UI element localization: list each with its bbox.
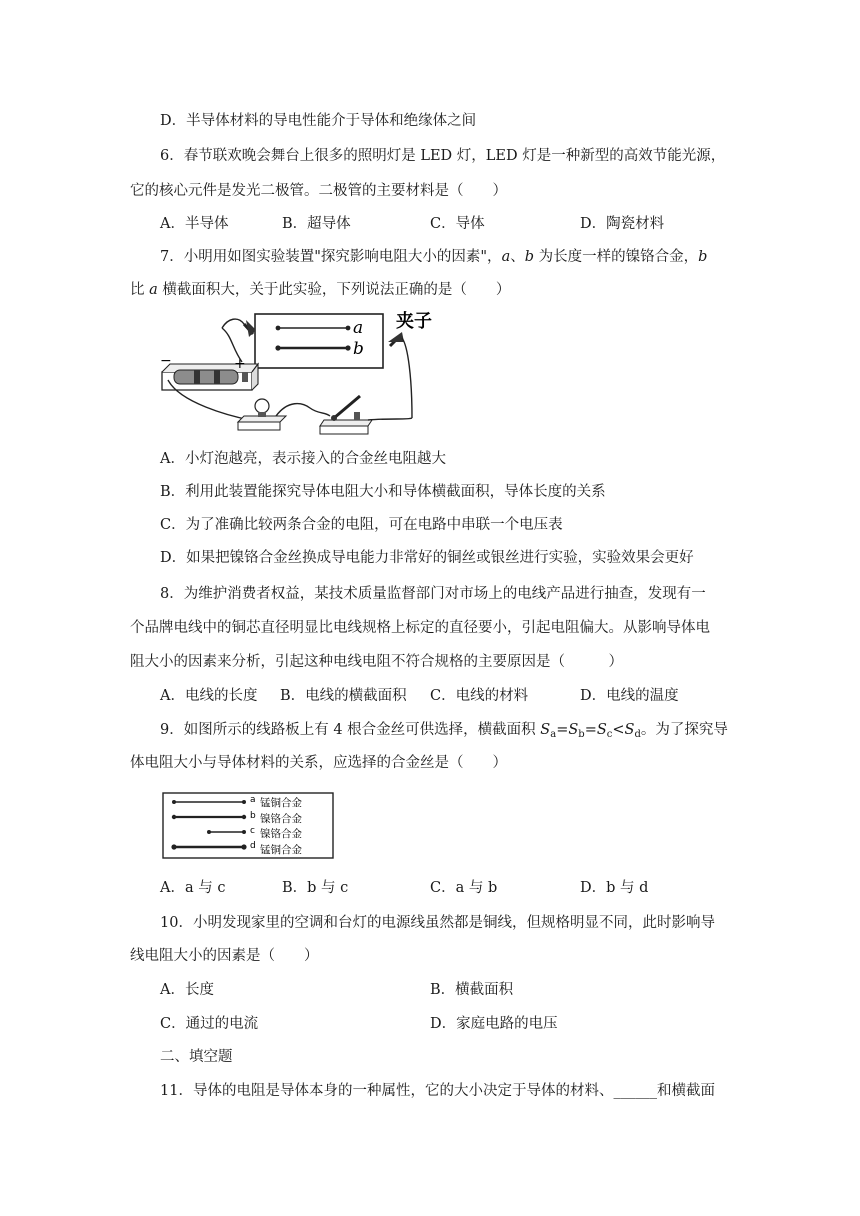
q8-stem-line1: 8．为维护消费者权益，某技术质量监督部门对市场上的电线产品进行抽查，发现有一 xyxy=(160,586,706,602)
q10-option-c: C．通过的电流 xyxy=(160,1016,259,1032)
bulb-icon xyxy=(238,399,286,430)
q10-stem-line1: 10．小明发现家里的空调和台灯的电源线虽然都是铜线，但规格明显不同，此时影响导 xyxy=(160,915,715,931)
wire-material-b: 镍铬合金 xyxy=(260,813,302,825)
battery-icon xyxy=(160,353,258,390)
q9-option-c: C．a 与 b xyxy=(430,880,498,896)
q8-stem-line3: 阻大小的因素来分析，引起这种电线电阻不符合规格的主要原因是（ ） xyxy=(130,654,623,670)
q10-option-a: A．长度 xyxy=(160,982,214,998)
q8-option-a: A．电线的长度 xyxy=(160,688,258,704)
q6-stem-line2: 它的核心元件是发光二极管。二极管的主要材料是（ ） xyxy=(130,183,507,199)
q9-option-b: B．b 与 c xyxy=(282,880,349,896)
q8-option-d: D．电线的温度 xyxy=(580,688,679,704)
wire-material-a: 锰铜合金 xyxy=(260,797,302,809)
wire-a-label: a xyxy=(353,318,364,338)
wire-label-b: b xyxy=(250,811,256,821)
q8-stem-line2: 个品牌电线中的铜芯直径明显比电线规格上标定的直径要小，引起电阻偏大。从影响导体电 xyxy=(130,620,710,636)
q7-option-c: C．为了准确比较两条合金的电阻，可在电路中串联一个电压表 xyxy=(160,517,563,533)
q9-option-a: A．a 与 c xyxy=(160,880,226,896)
q10-stem-line2: 线电阻大小的因素是（ ） xyxy=(130,948,319,964)
q7-option-d: D．如果把镍铬合金丝换成导电能力非常好的铜丝或银丝进行实验，实验效果会更好 xyxy=(160,550,694,566)
q5-option-d: D．半导体材料的导电性能介于导体和绝缘体之间 xyxy=(160,113,477,129)
wire-material-d: 锰铜合金 xyxy=(260,844,302,856)
q6-stem-line1: 6．春节联欢晚会舞台上很多的照明灯是 LED 灯，LED 灯是一种新型的高效节能光源， xyxy=(160,148,726,164)
q6-option-c: C．导体 xyxy=(430,216,485,232)
q6-option-a: A．半导体 xyxy=(160,216,229,232)
wire-label-a: a xyxy=(250,795,256,805)
q7-stem-line2: 比 a 横截面积大，关于此实验，下列说法正确的是（ ） xyxy=(130,282,511,298)
wire-b-label: b xyxy=(353,339,364,359)
q8-option-c: C．电线的材料 xyxy=(430,688,529,704)
q11-stem-line1: 11．导体的电阻是导体本身的一种属性，它的大小决定于导体的材料、______和横截面 xyxy=(160,1083,715,1099)
q10-option-b: B．横截面积 xyxy=(430,982,514,998)
q6-option-b: B．超导体 xyxy=(282,216,351,232)
wire-material-c: 镍铬合金 xyxy=(260,828,302,840)
q7-option-a: A．小灯泡越亮，表示接入的合金丝电阻越大 xyxy=(160,451,446,467)
q7-circuit-figure xyxy=(150,308,450,440)
q8-option-b: B．电线的横截面积 xyxy=(280,688,407,704)
q9-stem-line2: 体电阻大小与导体材料的关系，应选择的合金丝是（ ） xyxy=(130,755,507,771)
q9-stem-line1: 9．如图所示的线路板上有 4 根合金丝可供选择，横截面积 $S_a=S_b=S_c<S_d$。为了探究导 xyxy=(160,722,728,740)
q6-option-d: D．陶瓷材料 xyxy=(580,216,665,232)
q7-option-b: B．利用此装置能探究导体电阻大小和导体横截面积，导体长度的关系 xyxy=(160,484,606,500)
clip-label: 夹子 xyxy=(396,311,432,332)
q7-stem-line1: 7．小明用如图实验装置"探究影响电阻大小的因素"，a、b 为长度一样的镍铬合金，b xyxy=(160,249,708,265)
minus-terminal-label: − xyxy=(160,353,172,369)
q9-option-d: D．b 与 d xyxy=(580,880,649,896)
plus-terminal-label: + xyxy=(234,356,246,372)
wire-label-d: d xyxy=(250,841,256,851)
section-title: 二、填空题 xyxy=(160,1049,233,1065)
q10-option-d: D．家庭电路的电压 xyxy=(430,1016,558,1032)
wire-label-c: c xyxy=(250,826,255,836)
q9-wire-board-figure xyxy=(162,792,334,860)
